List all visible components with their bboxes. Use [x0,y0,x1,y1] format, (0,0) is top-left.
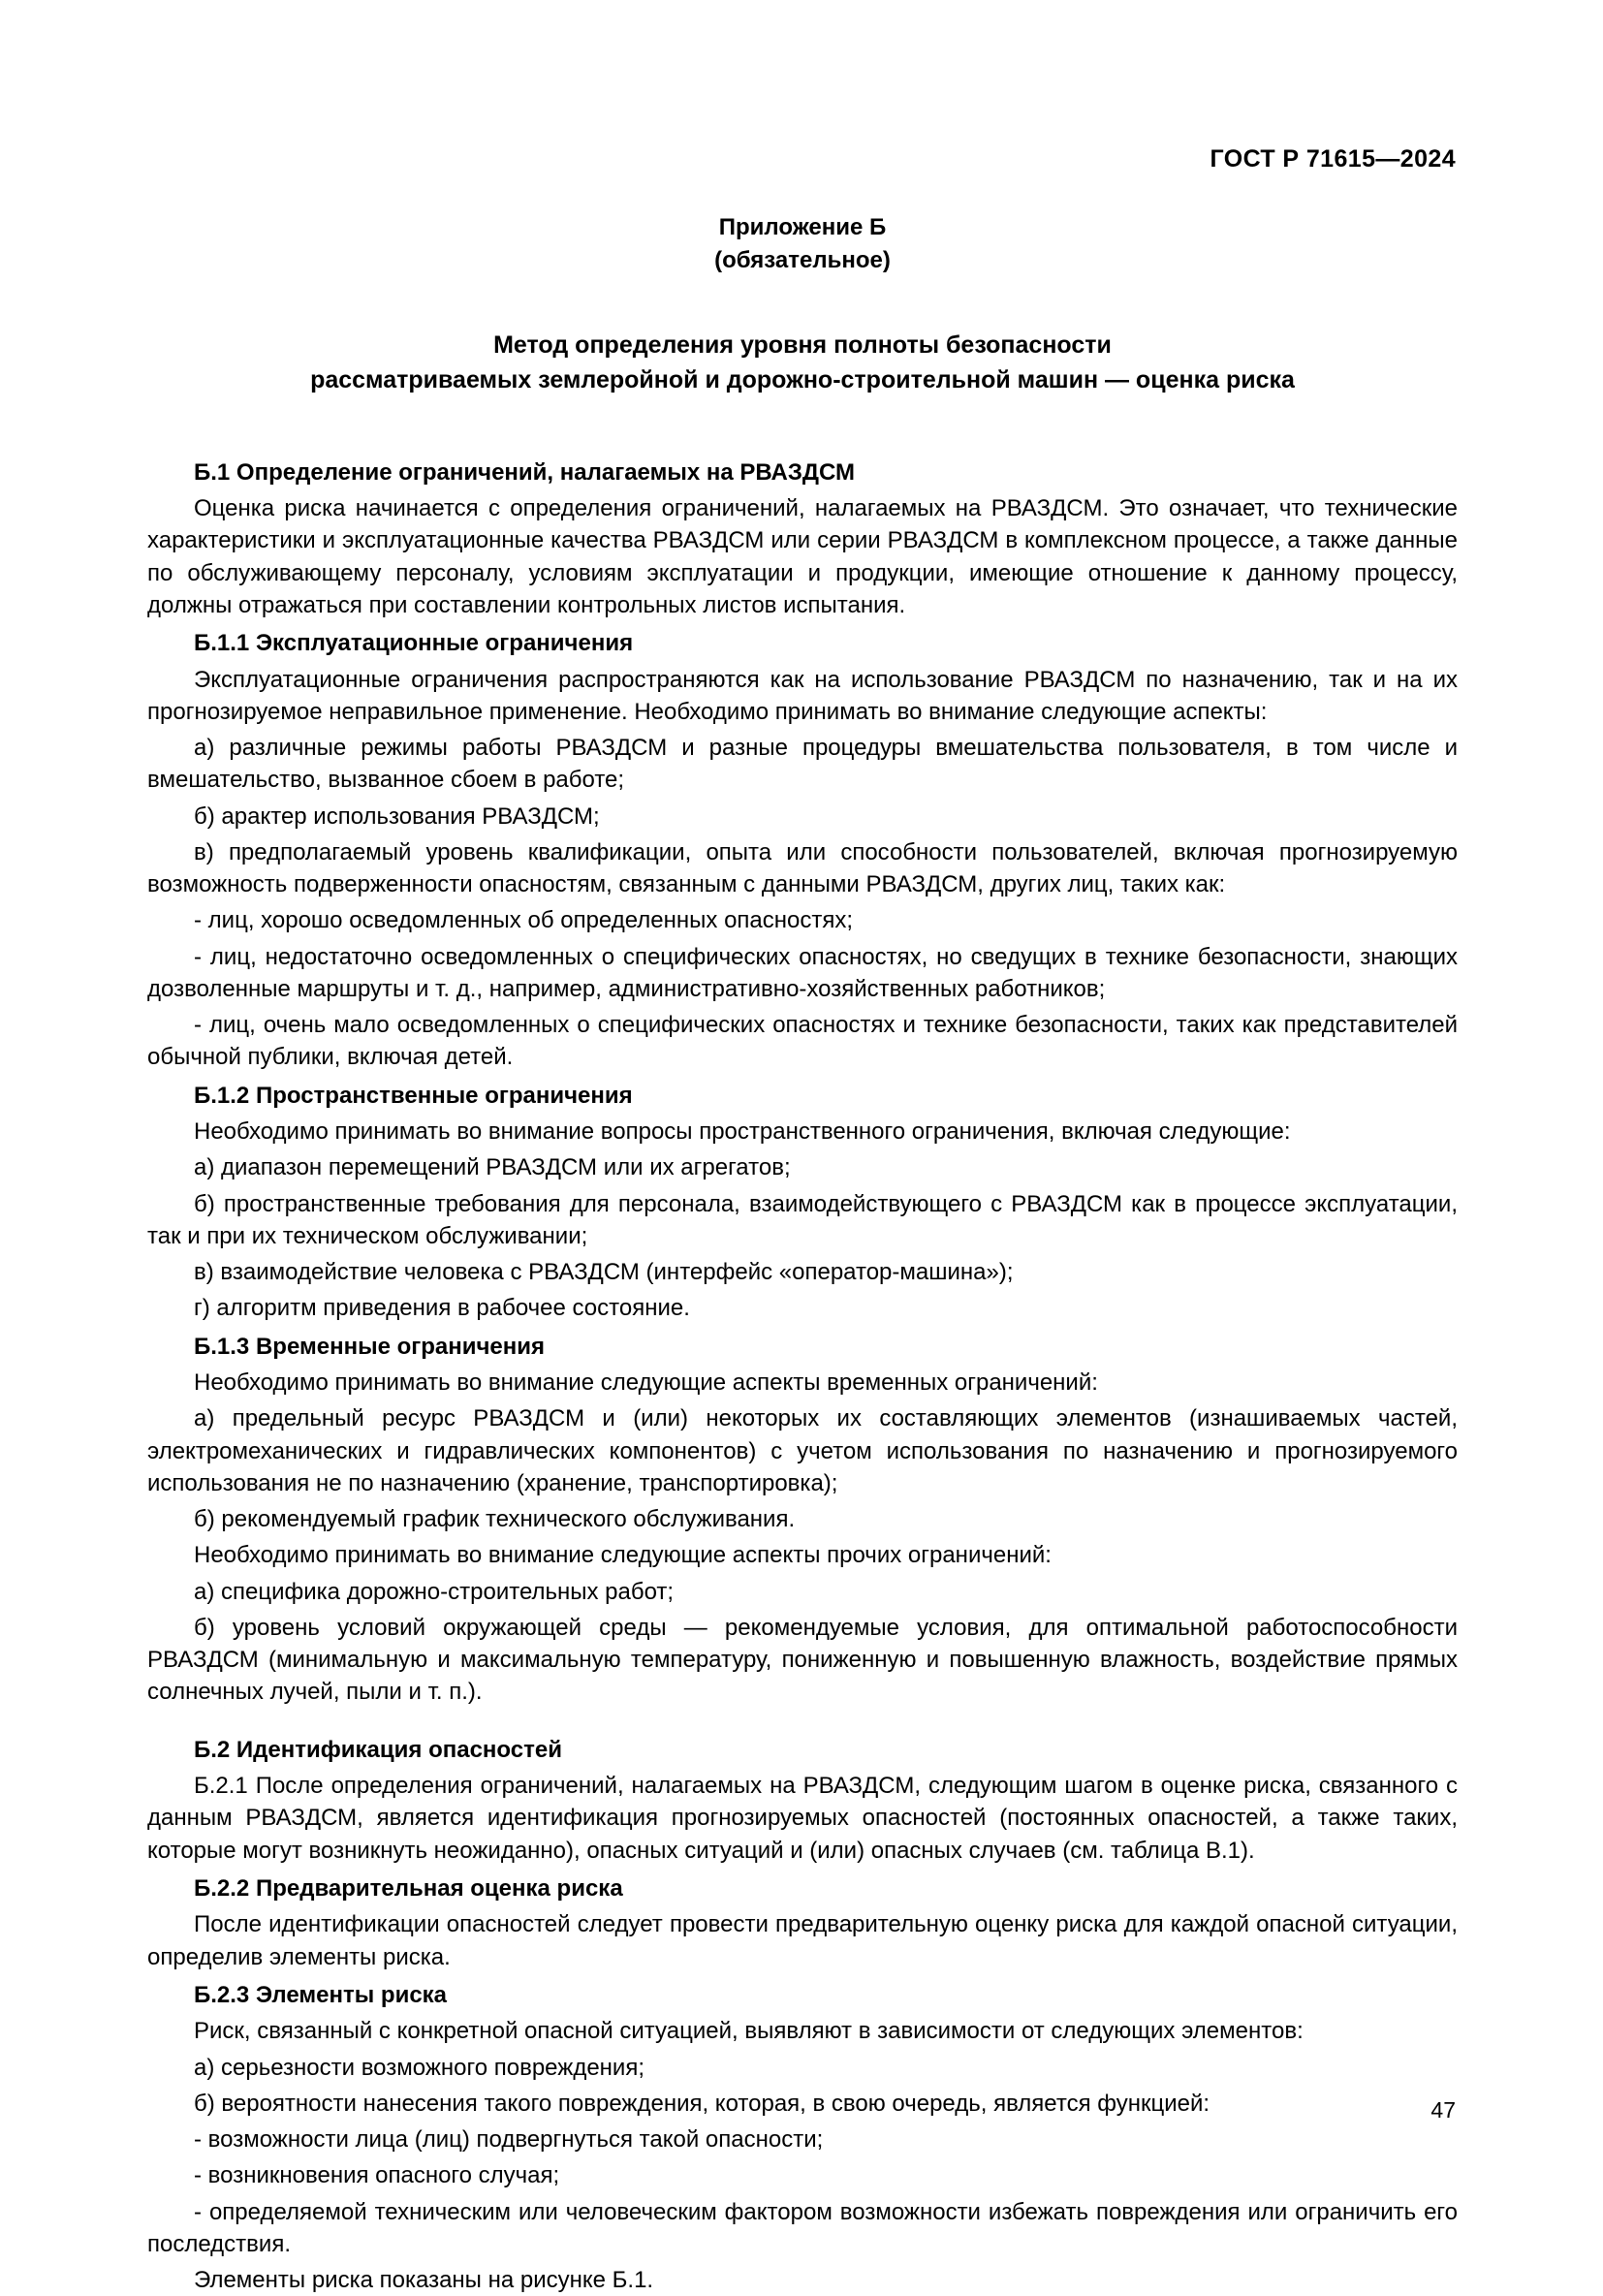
heading-b2-3: Б.2.3 Элементы риска [194,1981,448,2008]
appendix-label: Приложение Б [718,214,887,240]
list-item-b1-2-g: г) алгоритм приведения в рабочее состояние. [194,1295,690,1322]
list-item-b1-2-a: а) диапазон перемещений РВАЗДСМ или их агрегатов; [194,1154,791,1181]
list-item-b1-2-v: в) взаимодействие человека с РВАЗДСМ (интерфейс «оператор-машина»); [194,1259,1014,1286]
document-body [147,211,1458,2296]
list-item-b1-3-other-a: а) специфика дорожно-строительных работ; [194,1578,675,1605]
list-item-b1-2-b: б) пространственные требования для персонала, взаимодействующего с РВАЗДСМ как в процессе эксплуатации, так и при их техническом обслуживании; [147,1190,1458,1249]
paragraph-b2-3-end: Элементы риска показаны на рисунке Б.1. [194,2267,654,2294]
list-item-b1-1-b: б) арактер использования РВАЗДСМ; [194,802,600,830]
list-item-b1-1-dash2: - лиц, недостаточно осведомленных о специфических опасностях, но сведущих в технике безопасности, знающих дозволенные маршруты и т. д., например, административно-хозяйственных работников; [147,943,1458,1002]
paragraph-b1-3-other-intro: Необходимо принимать во внимание следующие аспекты прочих ограничений: [194,1542,1052,1569]
heading-b1-1: Б.1.1 Эксплуатационные ограничения [194,630,634,657]
paragraph-b2-3: Риск, связанный с конкретной опасной ситуацией, выявляют в зависимости от следующих элементов: [194,2018,1304,2045]
heading-b1-3: Б.1.3 Временные ограничения [194,1333,546,1360]
list-item-b1-3-b: б) рекомендуемый график технического обслуживания. [194,1506,796,1533]
spacer [147,1709,1458,1734]
list-item-b1-3-other-b: б) уровень условий окружающей среды — рекомендуемые условия, для оптимальной работоспособности РВАЗДСМ (минимальную и максимальную температуру, пониженную и повышенную влажность, воздействие прямых солнечных лучей, пыли и т. п.). [147,1614,1458,1706]
heading-b2: Б.2 Идентификация опасностей [194,1736,562,1763]
paragraph-b2-2: После идентификации опасностей следует провести предварительную оценку риска для каждой опасной ситуации, определив элементы риска. [147,1911,1458,1970]
paragraph-b1: Оценка риска начинается с определения ограничений, налагаемых на РВАЗДСМ. Это означает, что технические характеристики и эксплуатационные качества РВАЗДСМ или серии РВАЗДСМ в комплексном процессе, а также данные по обслуживающему персоналу, условиям эксплуатации и продукции, имеющие отношение к данному процессу, должны отражаться при составлении контрольных листов испытания. [147,495,1458,618]
paragraph-b1-2: Необходимо принимать во внимание вопросы пространственного ограничения, включая следующие: [194,1118,1291,1146]
list-item-b2-3-dash2: - возникновения опасного случая; [194,2162,560,2189]
spacer [147,398,1458,424]
list-item-b1-1-dash3: - лиц, очень мало осведомленных о специфических опасностях и технике безопасности, таких как представителей обычной публики, включая детей. [147,1012,1458,1071]
paragraph-b1-1: Эксплуатационные ограничения распространяются как на использование РВАЗДСМ по назначению, так и на их прогнозируемое неправильное применение. Необходимо принимать во внимание следующие аспекты: [147,666,1458,726]
page-header-standard-id: ГОСТ Р 71615—2024 [1210,145,1456,173]
paragraph-b2-1: Б.2.1 После определения ограничений, налагаемых на РВАЗДСМ, следующим шагом в оценке риска, связанного с данным РВАЗДСМ, является идентификация прогнозируемых опасностей (постоянных опасностей, а также таких, которые могут возникнуть неожиданно), опасных ситуаций и (или) опасных случаев (см. таблица В.1). [147,1773,1458,1864]
list-item-b1-3-a: а) предельный ресурс РВАЗДСМ и (или) некоторых их составляющих элементов (изнашиваемых частей, электромеханических и гидравлических компонентов) с учетом использования по назначению и прогнозируемого использования не по назначению (хранение, транспортировка); [147,1405,1458,1496]
list-item-b1-1-dash1: - лиц, хорошо осведомленных об определенных опасностях; [194,907,854,934]
appendix-title-line1: Метод определения уровня полноты безопасности [493,331,1112,360]
heading-b1-2: Б.1.2 Пространственные ограничения [194,1082,633,1109]
list-item-b2-3-dash3: - определяемой техническим или человеческим фактором возможности избежать повреждения или ограничить его последствия. [147,2198,1458,2257]
list-item-b1-1-v: в) предполагаемый уровень квалификации, опыта или способности пользователей, включая прогнозируемую возможность подверженности опасностям, связанным с данными РВАЗДСМ, других лиц, таких как: [147,838,1458,898]
paragraph-b1-3: Необходимо принимать во внимание следующие аспекты временных ограничений: [194,1369,1098,1397]
heading-b2-2: Б.2.2 Предварительная оценка риска [194,1874,623,1902]
list-item-b2-3-a: а) серьезности возможного повреждения; [194,2054,644,2081]
page-number: 47 [1430,2097,1456,2123]
list-item-b1-1-a: а) различные режимы работы РВАЗДСМ и разные процедуры вмешательства пользователя, в том числе и вмешательство, вызванное сбоем в работе; [147,735,1458,794]
heading-b1: Б.1 Определение ограничений, налагаемых на РВАЗДСМ [194,458,855,486]
appendix-title-line2: рассматриваемых землеройной и дорожно-строительной машин — оценка риска [310,366,1295,394]
list-item-b2-3-b: б) вероятности нанесения такого повреждения, которая, в свою очередь, является функцией: [194,2090,1210,2117]
list-item-b2-3-dash1: - возможности лица (лиц) подвергнуться такой опасности; [194,2126,824,2154]
appendix-obligatory: (обязательное) [714,247,891,274]
